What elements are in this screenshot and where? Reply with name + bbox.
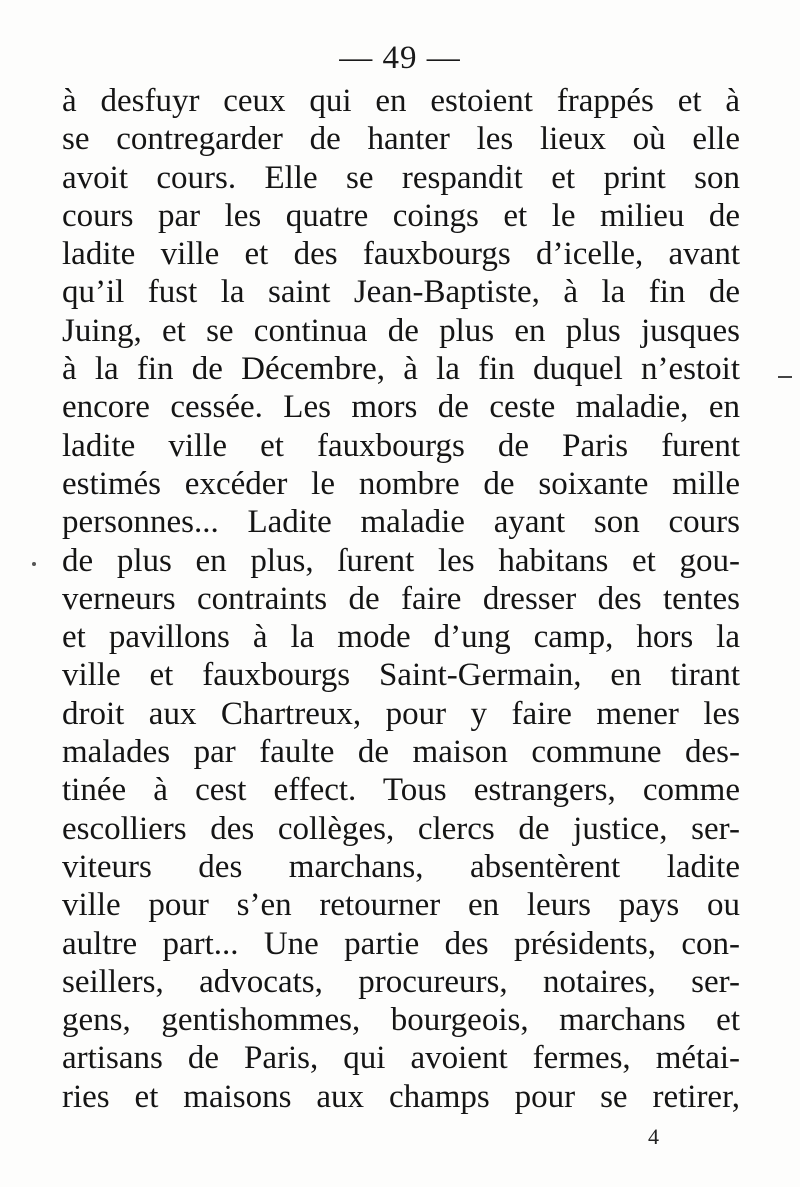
text-line: seillers, advocats, procureurs, notaires, ser- <box>62 963 740 1000</box>
margin-mark <box>778 376 792 378</box>
text-line: se contregarder de hanter les lieux où elle <box>62 121 740 158</box>
body-text <box>62 82 740 1116</box>
text-line: et pavillons à la mode d’ung camp, hors la <box>62 619 740 656</box>
text-line: aultre part... Une partie des présidents, con- <box>62 925 740 962</box>
text-line: viteurs des marchans, absentèrent ladite <box>62 848 740 885</box>
text-line: Juing, et se continua de plus en plus jusques <box>62 312 740 349</box>
text-line: droit aux Chartreux, pour y faire mener les <box>62 695 740 732</box>
text-line: ladite ville et des fauxbourgs d’icelle, avant <box>62 236 740 273</box>
text-line: ladite ville et fauxbourgs de Paris furent <box>62 427 740 464</box>
text-line: verneurs contraints de faire dresser des tentes <box>62 580 740 617</box>
text-line: ries et maisons aux champs pour se retirer, <box>62 1078 740 1115</box>
text-line: malades par faulte de maison commune des- <box>62 734 740 771</box>
text-line: ville pour s’en retourner en leurs pays ou <box>62 887 740 924</box>
text-line: cours par les quatre coings et le milieu de <box>62 197 740 234</box>
text-line: de plus en plus, ſurent les habitans et gou- <box>62 542 740 579</box>
text-line: à desfuyr ceux qui en estoient frappés et à <box>62 83 740 119</box>
page-number: — 49 — <box>339 40 461 76</box>
text-line: qu’il fust la saint Jean-Baptiste, à la fin de <box>62 274 740 311</box>
signature-mark: 4 <box>648 1124 659 1149</box>
margin-speck <box>32 562 36 566</box>
text-line: estimés excéder le nombre de soixante mille <box>62 465 740 502</box>
text-line: tinée à cest effect. Tous estrangers, comme <box>62 772 740 809</box>
text-line: gens, gentishommes, bourgeois, marchans et <box>62 1002 740 1039</box>
text-line: à la fin de Décembre, à la fin duquel n’estoit <box>62 351 740 388</box>
text-line: artisans de Paris, qui avoient fermes, métai- <box>62 1040 740 1077</box>
text-line: personnes... Ladite maladie ayant son cours <box>62 504 740 541</box>
text-line: escolliers des collèges, clercs de justice, ser- <box>62 810 740 847</box>
text-line: ville et fauxbourgs Saint-Germain, en tirant <box>62 657 740 694</box>
text-line: encore cessée. Les mors de ceste maladie, en <box>62 389 740 426</box>
text-line: avoit cours. Elle se respandit et print son <box>62 159 740 196</box>
